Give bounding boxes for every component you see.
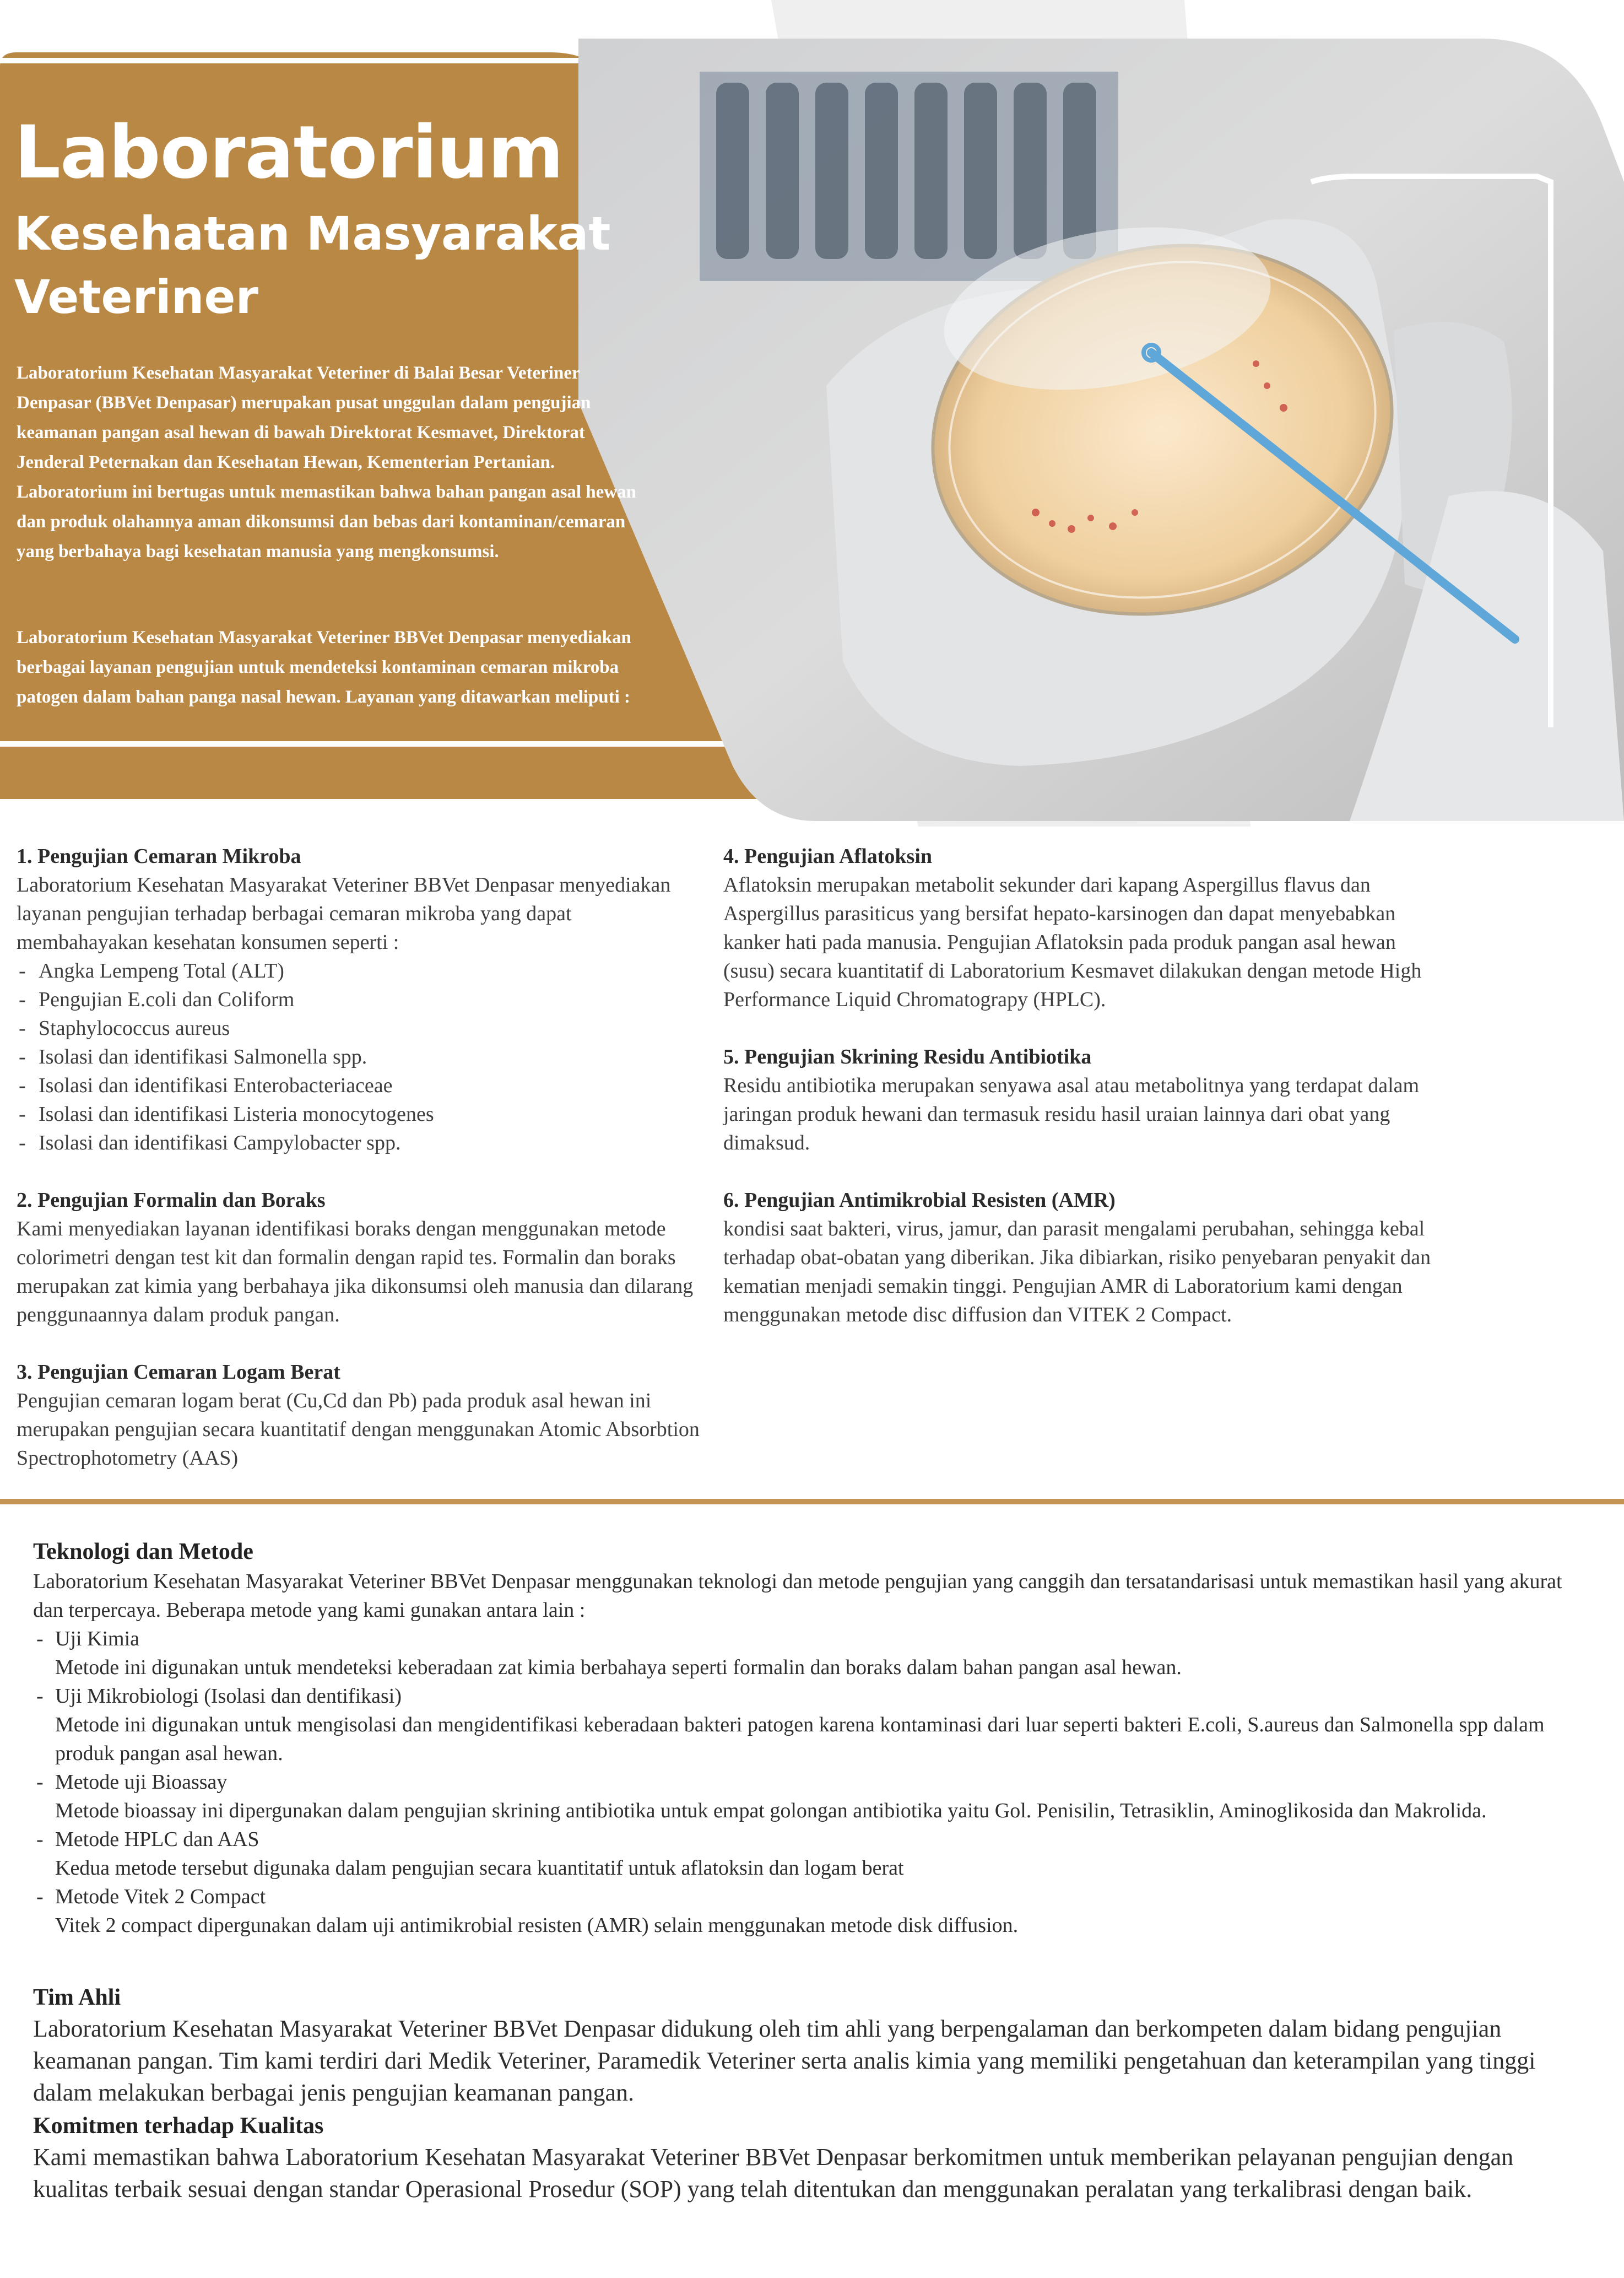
list-item: - Staphylococcus aureus — [17, 1014, 705, 1043]
method-description: Vitek 2 compact dipergunakan dalam uji antimikrobial resisten (AMR) selain menggunakan metode disk diffusion. — [55, 1914, 1019, 1937]
method-description: Kedua metode tersebut digunaka dalam pengujian secara kuantitatif untuk aflatoksin dan logam berat — [55, 1856, 904, 1880]
quality-body: Kami memastikan bahwa Laboratorium Kesehatan Masyarakat Veteriner BBVet Denpasar berkomitmen untuk memberikan pelayanan pengujian dengan kualitas terbaik sesuai dengan standar Operasional Prosedur (SOP) yang telah ditentukan dan menggunakan peralatan yang terkalibrasi dengan baik. — [33, 2144, 1514, 2203]
page-title-line-1: Laboratorium — [14, 110, 564, 195]
page-title-line-2: Kesehatan Masyarakat — [14, 207, 611, 261]
service-2-body: Kami menyediakan layanan identifikasi boraks dengan menggunakan metode colorimetri dengan test kit dan formalin dengan rapid tes. Formalin dan boraks merupakan zat kimia yang berbahaya jika dikonsumsi oleh manusia dan dilarang penggunaannya dalam produk pangan. — [17, 1217, 694, 1326]
list-item: - Pengujian E.coli dan Coliform — [17, 985, 705, 1014]
method-name: - Uji Kimia — [33, 1624, 1576, 1653]
quality-heading: Komitmen terhadap Kualitas — [33, 2113, 324, 2139]
service-6-body: kondisi saat bakteri, virus, jamur, dan parasit mengalami perubahan, sehingga kebal terhadap obat-obatan yang diberikan. Jika dibiarkan, risiko penyebaran penyakit dan kematian menjadi semakin tinggi. Pengujian AMR di Laboratorium kami dengan menggunakan metode disc diffusion dan VITEK 2 Compact. — [723, 1217, 1431, 1326]
list-item: - Isolasi dan identifikasi Campylobacter spp. — [17, 1129, 705, 1157]
quality-section — [33, 2110, 1576, 2205]
intro-paragraph-1: Laboratorium Kesehatan Masyarakat Veteriner di Balai Besar Veteriner Denpasar (BBVet Denpasar) merupakan pusat unggulan dalam pengujian keamanan pangan asal hewan di bawah Direktorat Kesmavet, Direktorat Jenderal Peternakan dan Kesehatan Hewan, Kementerian Pertanian. Laboratorium ini bertugas untuk memastikan bahwa bahan pangan asal hewan dan produk olahannya aman dikonsumsi dan bebas dari kontaminan/cemaran yang berbahaya bagi kesehatan manusia yang mengkonsumsi. — [17, 363, 637, 562]
list-item: - Angka Lempeng Total (ALT) — [17, 957, 705, 985]
method-description: Metode ini digunakan untuk mendeteksi keberadaan zat kimia berbahaya seperti formalin dan boraks dalam bahan pangan asal hewan. — [55, 1656, 1182, 1679]
lab-photo — [578, 0, 1624, 821]
service-6-heading: 6. Pengujian Antimikrobial Resisten (AMR) — [723, 1189, 1116, 1212]
service-2-heading: 2. Pengujian Formalin dan Boraks — [17, 1189, 326, 1212]
service-4-body: Aflatoksin merupakan metabolit sekunder dari kapang Aspergillus flavus dan Aspergillus parasiticus yang bersifat hepato-karsinogen dan dapat menyebabkan kanker hati pada manusia. Pengujian Aflatoksin pada produk pangan asal hewan (susu) secara kuantitatif di Laboratorium Kesmavet dilakukan dengan metode High Performance Liquid Chromatograpy (HPLC). — [723, 873, 1422, 1011]
method-name: - Uji Mikrobiologi (Isolasi dan dentifikasi) — [33, 1682, 1576, 1710]
method-description: Metode bioassay ini dipergunakan dalam pengujian skrining antibiotika untuk empat golongan antibiotika yaitu Gol. Penisilin, Tetrasiklin, Aminoglikosida dan Makrolida. — [55, 1799, 1487, 1822]
service-1-heading: 1. Pengujian Cemaran Mikroba — [17, 845, 301, 868]
method-name: - Metode HPLC dan AAS — [33, 1825, 1576, 1854]
method-name: - Metode Vitek 2 Compact — [33, 1882, 1576, 1911]
service-3-heading: 3. Pengujian Cemaran Logam Berat — [17, 1361, 340, 1384]
team-heading: Tim Ahli — [33, 1985, 121, 2010]
section-divider — [0, 1499, 1624, 1504]
list-item: - Isolasi dan identifikasi Enterobacteriaceae — [17, 1071, 705, 1100]
service-4-heading: 4. Pengujian Aflatoksin — [723, 845, 933, 868]
method-description: Metode ini digunakan untuk mengisolasi dan mengidentifikasi keberadaan bakteri patogen karena kontaminasi dari luar seperti bakteri E.coli, S.aureus dan Salmonella spp dalam produk pangan asal hewan. — [55, 1713, 1545, 1765]
list-item: - Isolasi dan identifikasi Salmonella spp. — [17, 1043, 705, 1071]
service-1-body: Laboratorium Kesehatan Masyarakat Veteriner BBVet Denpasar menyediakan layanan pengujian terhadap berbagai cemaran mikroba yang dapat membahayakan kesehatan konsumen seperti : — [17, 873, 671, 954]
technology-heading: Teknologi dan Metode — [33, 1539, 253, 1564]
page-title-line-3: Veteriner — [14, 270, 258, 324]
services-right-column — [723, 842, 1439, 1329]
technology-section — [33, 1536, 1576, 1940]
method-name: - Metode uji Bioassay — [33, 1768, 1576, 1796]
intro-paragraph-2: Laboratorium Kesehatan Masyarakat Veteriner BBVet Denpasar menyediakan berbagai layanan pengujian untuk mendeteksi kontaminan cemaran mikroba patogen dalam bahan panga nasal hewan. Layanan yang ditawarkan meliputi : — [17, 628, 631, 707]
team-body: Laboratorium Kesehatan Masyarakat Veteriner BBVet Denpasar didukung oleh tim ahli yang berpengalaman dan berkompeten dalam bidang pengujian keamanan pangan. Tim kami terdiri dari Medik Veteriner, Paramedik Veteriner serta analis kimia yang memiliki pengetahuan dan keterampilan yang tinggi dalam melakukan berbagai jenis pengujian keamanan pangan. — [33, 2015, 1536, 2106]
service-1-list — [17, 957, 705, 1157]
list-item: - Isolasi dan identifikasi Listeria monocytogenes — [17, 1100, 705, 1129]
service-5-heading: 5. Pengujian Skrining Residu Antibiotika — [723, 1045, 1092, 1068]
service-3-body: Pengujian cemaran logam berat (Cu,Cd dan Pb) pada produk asal hewan ini merupakan pengujian secara kuantitatif dengan menggunakan Atomic Absorbtion Spectrophotometry (AAS) — [17, 1389, 700, 1470]
team-section — [33, 1982, 1576, 2109]
services-left-column — [17, 842, 705, 1472]
technology-intro: Laboratorium Kesehatan Masyarakat Veteriner BBVet Denpasar menggunakan teknologi dan metode pengujian yang canggih dan tersatandarisasi untuk memastikan hasil yang akurat dan terpercaya. Beberapa metode yang kami gunakan antara lain : — [33, 1570, 1562, 1622]
service-5-body: Residu antibiotika merupakan senyawa asal atau metabolitnya yang terdapat dalam jaringan produk hewani dan termasuk residu hasil uraian lainnya dari obat yang dimaksud. — [723, 1074, 1420, 1154]
